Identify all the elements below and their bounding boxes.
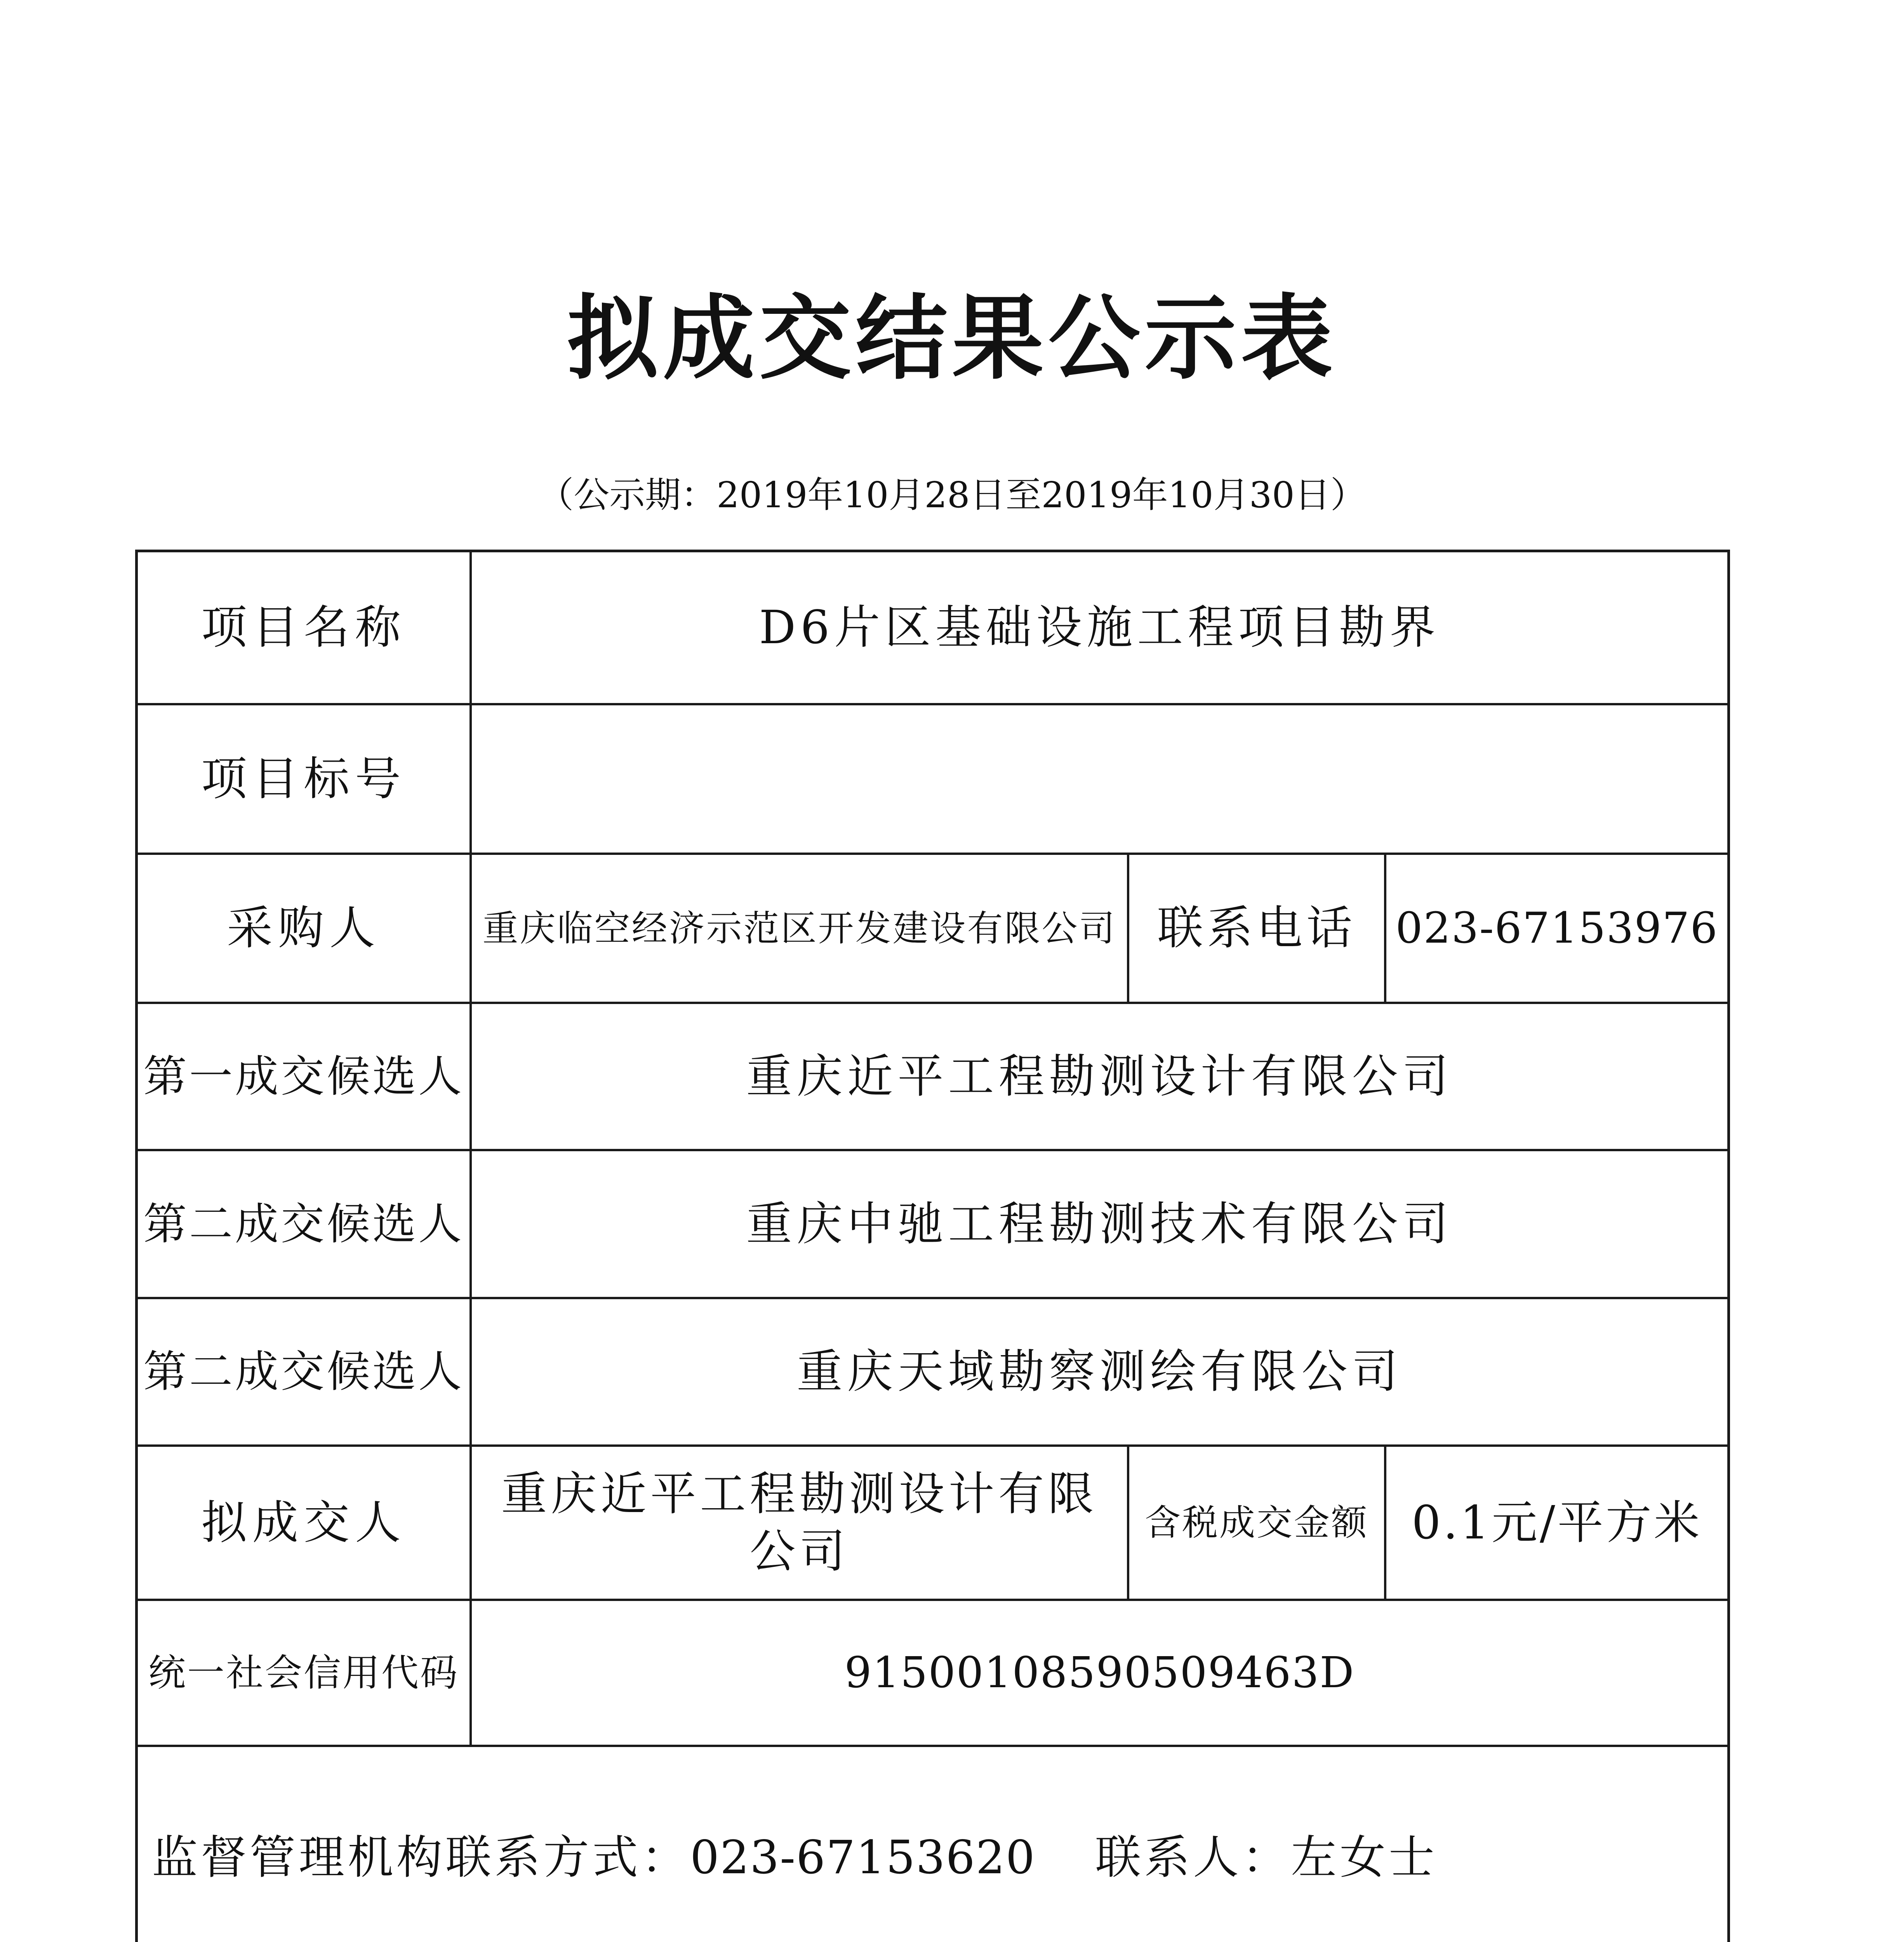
publicity-period: （公示期：2019年10月28日至2019年10月30日） bbox=[538, 474, 1366, 516]
credit-code-label: 统一社会信用代码 bbox=[148, 1651, 459, 1695]
project-code-value bbox=[472, 705, 1727, 853]
document-title: 拟成交结果公示表 bbox=[567, 284, 1337, 392]
purchaser-value: 重庆临空经济示范区开发建设有限公司 bbox=[482, 907, 1116, 949]
candidate-3-value: 重庆天域勘察测绘有限公司 bbox=[796, 1345, 1403, 1399]
candidate-1-label: 第一成交候选人 bbox=[143, 1051, 464, 1102]
supervision-person bbox=[1095, 1826, 1438, 1888]
project-name-label: 项目名称 bbox=[201, 600, 406, 654]
supervision-person-label: 联系人： bbox=[1095, 1831, 1291, 1884]
supervision-person-name: 左女士 bbox=[1291, 1831, 1438, 1884]
row-divider bbox=[138, 1745, 1727, 1747]
project-name-value: D6片区基础设施工程项目勘界 bbox=[759, 600, 1440, 654]
candidate-2-value: 重庆中驰工程勘测技术有限公司 bbox=[746, 1197, 1453, 1251]
phone-value: 023-67153976 bbox=[1395, 903, 1718, 953]
amount-label: 含税成交金额 bbox=[1144, 1502, 1368, 1544]
candidate-2-label: 第二成交候选人 bbox=[143, 1199, 464, 1249]
supervision-contact-phone: 023-67153620 bbox=[690, 1831, 1036, 1884]
supervision-contact-label: 监督管理机构联系方式： bbox=[152, 1831, 690, 1884]
project-code-label: 项目标号 bbox=[201, 752, 406, 806]
result-table bbox=[135, 550, 1730, 1942]
winner-value: 重庆近平工程勘测设计有限公司 bbox=[501, 1467, 1098, 1578]
amount-value: 0.1元/平方米 bbox=[1412, 1495, 1702, 1549]
candidate-3-label: 第二成交候选人 bbox=[143, 1347, 464, 1397]
credit-code-value: 91500108590509463D bbox=[844, 1648, 1355, 1698]
purchaser-label: 采购人 bbox=[226, 901, 381, 955]
phone-label: 联系电话 bbox=[1157, 901, 1356, 955]
supervision-contact bbox=[152, 1826, 1036, 1888]
candidate-1-value: 重庆近平工程勘测设计有限公司 bbox=[746, 1049, 1453, 1103]
winner-label: 拟成交人 bbox=[201, 1495, 406, 1549]
